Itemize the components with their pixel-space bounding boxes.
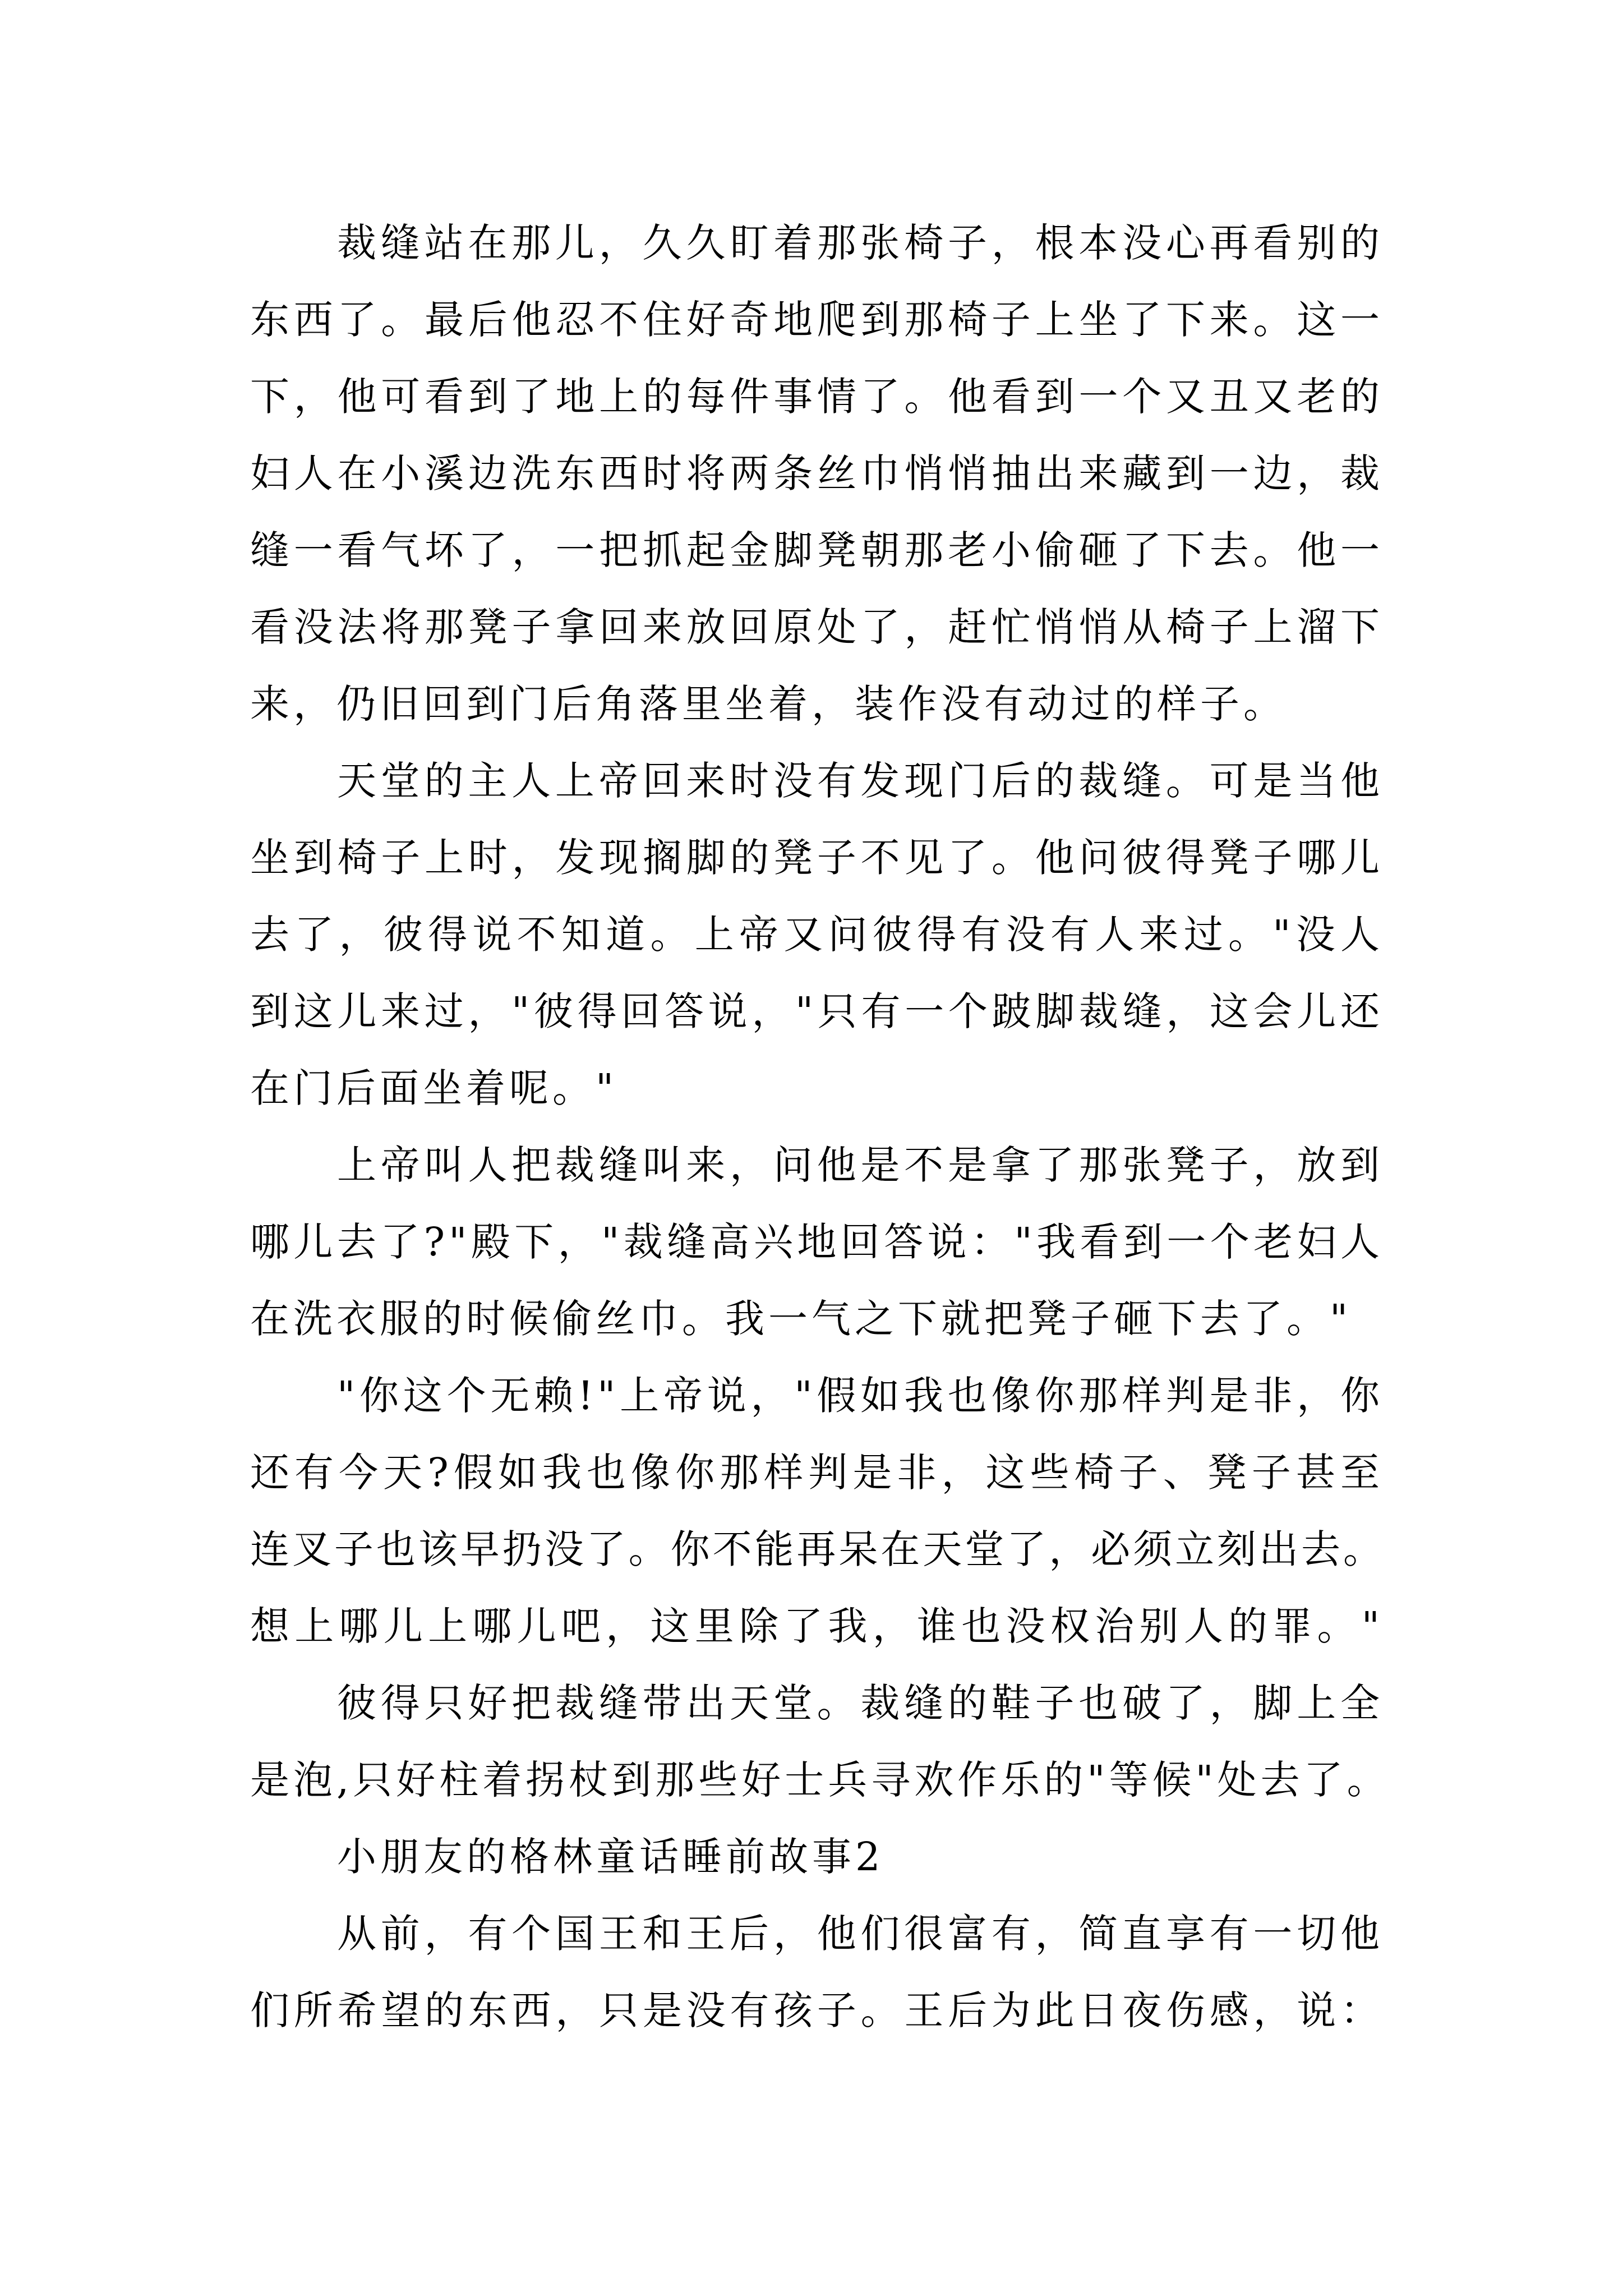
- paragraph: [250, 1895, 1384, 2049]
- paragraph: [250, 1358, 1384, 1665]
- story-heading-text: 小朋友的格林童话睡前故事2: [337, 1834, 884, 1880]
- paragraph: [250, 1665, 1390, 1819]
- text-line: 妇人在小溪边洗东西时将两条丝巾悄悄抽出来藏到一边，裁: [250, 450, 1384, 496]
- paragraph: [250, 743, 1384, 1127]
- paragraph: [250, 1127, 1384, 1358]
- text-line: 彼得只好把裁缝带出天堂。裁缝的鞋子也破了，脚上全: [337, 1680, 1384, 1726]
- text-line: 去了，彼得说不知道。上帝又问彼得有没有人来过。"没人: [250, 912, 1384, 958]
- text-line: 裁缝站在那儿，久久盯着那张椅子，根本没心再看别的: [337, 220, 1384, 266]
- text-line: 们所希望的东西，只是没有孩子。王后为此日夜伤感，说：: [250, 1987, 1384, 2033]
- text-line: "你这个无赖!"上帝说，"假如我也像你那样判是非，你: [337, 1373, 1384, 1419]
- text-line: 上帝叫人把裁缝叫来，问他是不是拿了那张凳子，放到: [337, 1142, 1384, 1188]
- text-line: 从前，有个国王和王后，他们很富有，简直享有一切他: [337, 1911, 1384, 1957]
- text-line: 到这儿来过，"彼得回答说，"只有一个跛脚裁缝，这会儿还: [250, 988, 1384, 1034]
- text-line: 看没法将那凳子拿回来放回原处了，赶忙悄悄从椅子上溜下: [250, 604, 1384, 650]
- text-line: 还有今天?假如我也像你那样判是非，这些椅子、凳子甚至: [250, 1450, 1384, 1496]
- text-line: 来，仍旧回到门后角落里坐着，装作没有动过的样子。: [250, 681, 1287, 727]
- text-line: 东西了。最后他忍不住好奇地爬到那椅子上坐了下来。这一: [250, 297, 1384, 343]
- story-heading: [250, 1819, 1384, 1895]
- text-line: 下，他可看到了地上的每件事情了。他看到一个又丑又老的: [250, 374, 1384, 420]
- text-line: 想上哪儿上哪儿吧，这里除了我，谁也没权治别人的罪。": [250, 1603, 1384, 1649]
- text-line: 天堂的主人上帝回来时没有发现门后的裁缝。可是当他: [337, 758, 1384, 804]
- text-line: 连叉子也该早扔没了。你不能再呆在天堂了，必须立刻出去。: [250, 1526, 1384, 1572]
- text-line: 在门后面坐着呢。": [250, 1065, 618, 1111]
- paragraph: [250, 205, 1384, 743]
- text-line: 哪儿去了?"殿下，"裁缝高兴地回答说："我看到一个老妇人: [250, 1219, 1384, 1265]
- text-line: 是泡,只好柱着拐杖到那些好士兵寻欢作乐的"等候"处去了。: [250, 1757, 1390, 1803]
- document-body: [250, 205, 1390, 2049]
- text-line: 缝一看气坏了，一把抓起金脚凳朝那老小偷砸了下去。他一: [250, 527, 1384, 573]
- text-line: 在洗衣服的时候偷丝巾。我一气之下就把凳子砸下去了。": [250, 1296, 1352, 1342]
- text-line: 坐到椅子上时，发现搁脚的凳子不见了。他问彼得凳子哪儿: [250, 835, 1384, 881]
